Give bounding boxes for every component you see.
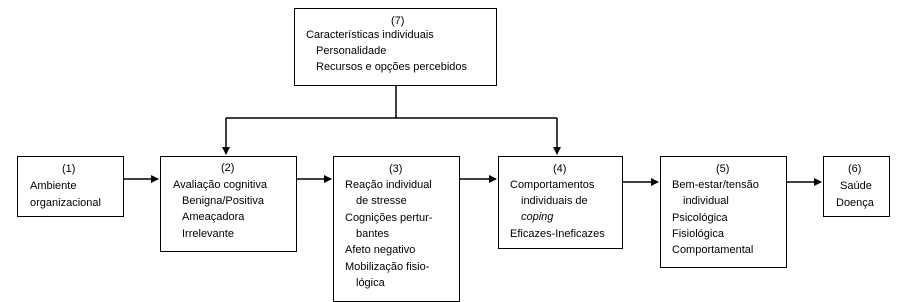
box-5-number: (5) (716, 163, 730, 175)
box-1-line-1: Ambiente (30, 180, 77, 192)
box-7-line-2: Personalidade (316, 45, 387, 57)
box-3-line-2: de stresse (356, 195, 407, 207)
box-5-line-2: individual (683, 195, 729, 207)
box-4-line-3: coping (521, 211, 554, 223)
box-7-number: (7) (391, 15, 405, 27)
box-1-organizational-environment (17, 156, 124, 217)
box-4-line-4: Eficazes-Ineficazes (510, 228, 605, 240)
box-4-line-1: Comportamentos (510, 179, 595, 191)
box-4-coping-behaviors (498, 156, 623, 249)
box-4-line-2: individuais de (521, 195, 588, 207)
box-6-health-illness (823, 156, 890, 217)
box-3-line-7: lógica (356, 277, 385, 289)
box-2-cognitive-appraisal (160, 156, 297, 252)
box-2-line-3: Ameaçadora (182, 211, 245, 223)
box-6-line-1: Saúde (840, 180, 872, 192)
box-2-line-1: Avaliação cognitiva (173, 179, 267, 191)
box-3-line-4: bantes (356, 228, 390, 240)
box-3-line-5: Afeto negativo (345, 244, 416, 256)
box-2-line-4: Irrelevante (182, 228, 234, 240)
box-4-number: (4) (553, 163, 567, 175)
box-5-line-3: Psicológica (672, 212, 728, 224)
box-7-line-3: Recursos e opções percebidos (316, 61, 468, 73)
box-1-number: (1) (62, 163, 76, 175)
box-7-individual-characteristics (294, 8, 497, 86)
box-5-well-being (660, 156, 787, 268)
box-3-line-6: Mobilização fisio- (345, 261, 430, 273)
box-5-line-5: Comportamental (672, 244, 754, 256)
box-6-number: (6) (848, 163, 862, 175)
box-2-line-2: Benigna/Positiva (182, 195, 264, 207)
box-5-line-1: Bem-estar/tensão (672, 179, 759, 191)
box-3-line-3: Cognições pertur- (345, 212, 433, 224)
box-3-line-1: Reação individual (345, 179, 432, 191)
box-1-line-2: organizacional (30, 197, 101, 209)
box-7-line-1: Características individuais (306, 29, 434, 41)
box-3-number: (3) (389, 163, 403, 175)
box-6-line-2: Doença (836, 197, 874, 209)
box-3-stress-reaction (333, 156, 460, 302)
box-5-line-4: Fisiológica (672, 228, 724, 240)
box-2-number: (2) (221, 162, 235, 174)
